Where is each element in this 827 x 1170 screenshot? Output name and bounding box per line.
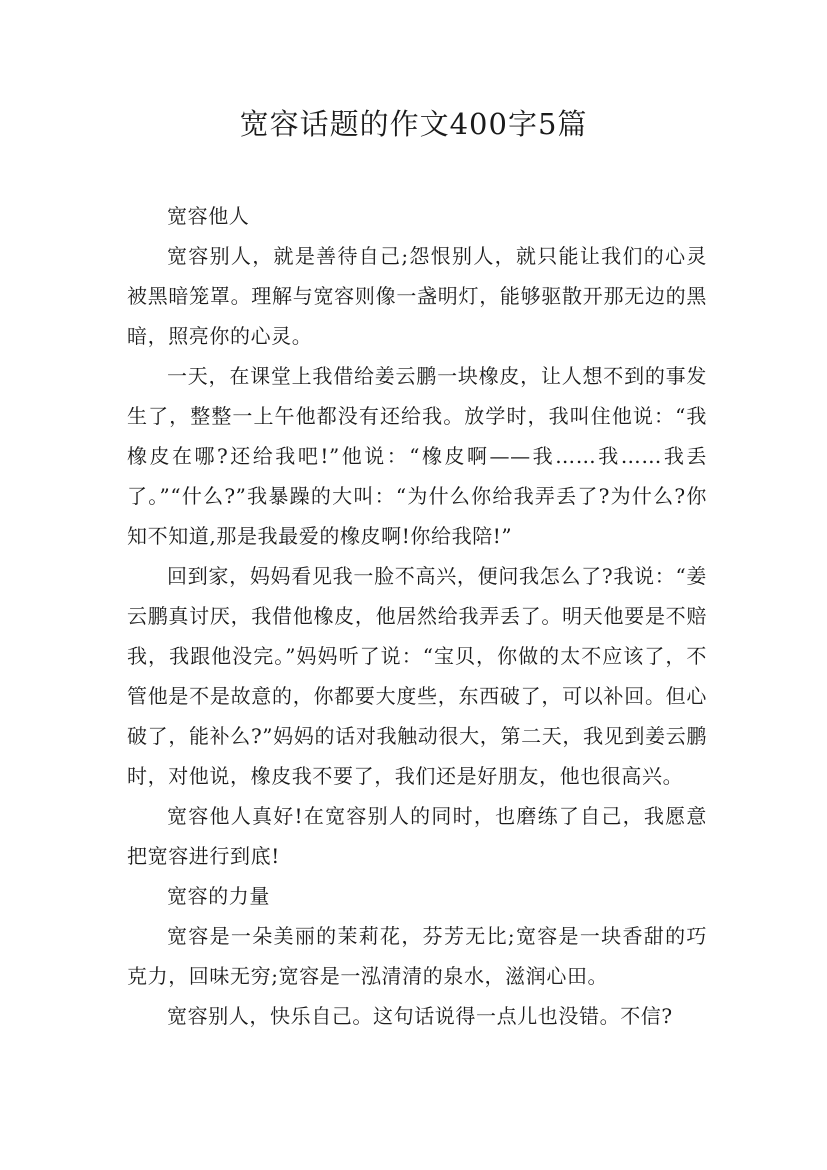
section-heading: 宽容的力量 [167,884,270,908]
paragraph: 宽容他人真好!在宽容别人的同时，也磨练了自己，我愿意把宽容进行到底! [127,804,707,868]
paragraph: 回到家，妈妈看见我一脸不高兴，便问我怎么了?我说：“姜云鹏真讨厌，我借他橡皮，他居然给我弄丢了。明天他要是不赔我，我跟他没完。”妈妈听了说：“宝贝，你做的太不应该了，不管他是不是故意的，你都要大度些，东西破了，可以补回。但心破了，能补么?”妈妈的话对我触动很大，第二天，我见到姜云鹏时，对他说，橡皮我不要了，我们还是好朋友，他也很高兴。 [127,564,707,788]
paragraph: 宽容别人，快乐自己。这句话说得一点儿也没错。不信? [167,1004,673,1028]
document-body [127,196,707,1036]
section-heading: 宽容他人 [167,204,250,228]
paragraph: 宽容是一朵美丽的茉莉花，芬芳无比;宽容是一块香甜的巧克力，回味无穷;宽容是一泓清清的泉水，滋润心田。 [127,924,707,988]
document-title: 宽容话题的作文400字5篇 [239,107,588,141]
paragraph: 宽容别人，就是善待自己;怨恨别人，就只能让我们的心灵被黑暗笼罩。理解与宽容则像一盏明灯，能够驱散开那无边的黑暗，照亮你的心灵。 [127,244,707,348]
paragraph: 一天，在课堂上我借给姜云鹏一块橡皮，让人想不到的事发生了，整整一上午他都没有还给我。放学时，我叫住他说：“我橡皮在哪?还给我吧!”他说：“橡皮啊——我……我……我丢了。”“什么?”我暴躁的大叫：“为什么你给我弄丢了?为什么?你知不知道,那是我最爱的橡皮啊!你给我陪!” [127,364,707,548]
